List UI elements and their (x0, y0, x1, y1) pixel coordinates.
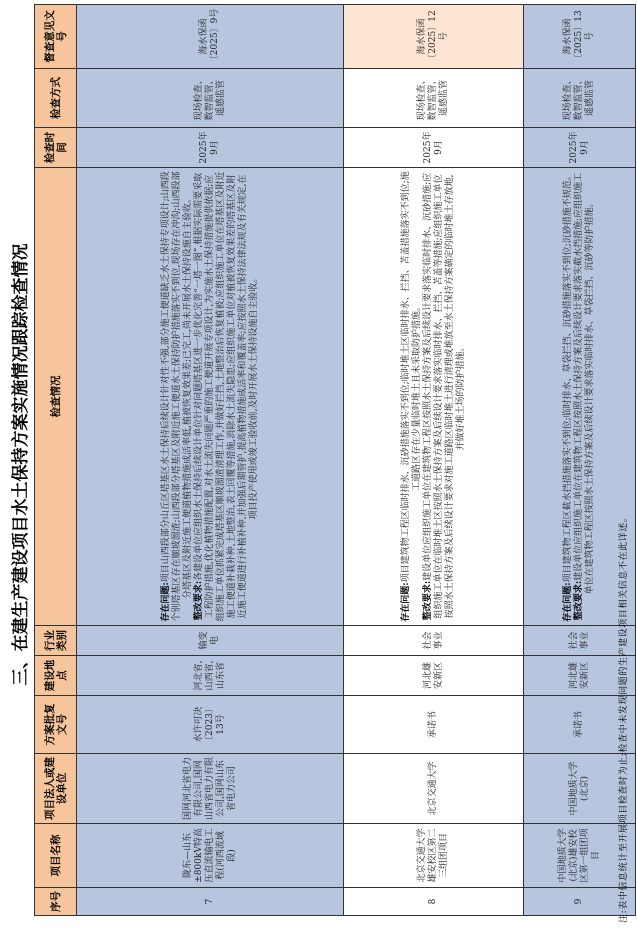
cell-method: 现场检查、数智监管、遥感监管 (77, 69, 344, 128)
cell-time: 2025年9月 (524, 128, 636, 168)
col-header-time: 检查时间 (35, 128, 77, 168)
rectify-label: 整改要求: (193, 580, 204, 621)
cell-inspection (344, 168, 524, 626)
cell-method: 现场检查、数智监管、遥感监管 (344, 69, 524, 128)
cell-inspection (77, 168, 344, 626)
cell-approval: 承诺书 (344, 696, 524, 754)
cell-opinion: 海水保函〔2025〕12号 (344, 5, 524, 69)
cell-location: 河北雄安新区 (524, 656, 636, 696)
col-header-location: 建设地点 (35, 656, 77, 696)
problem-text: 项目建筑物工程区截水挡措施落实不到位;临时排水、草袋拦挡、沉砂措施落实不到位;沉砂措施不规范。 (563, 171, 573, 583)
cell-industry: 社会事业 (524, 626, 636, 656)
cell-no: 7 (77, 888, 344, 916)
col-header-inspection: 检查情况 (35, 168, 77, 626)
problem-text: 项目建筑物工程区临时排水、沉砂措施落实不到位;临时堆土区临时排水、拦挡、苫盖措施落实不到位;施工道路区存在少量临时堆土且未采取防护措施。 (400, 171, 422, 583)
cell-method: 现场检查、数智监管、遥感监管 (524, 69, 636, 128)
table-row (77, 5, 344, 916)
problem-label: 存在问题: (160, 582, 171, 622)
col-header-name: 项目名称 (35, 824, 77, 888)
table-header-row (35, 5, 77, 916)
problem-text: 项目山西段部分山丘区塔基区水土保持后续设计针对性不强,部分施工便道缺乏水土保持专项设计;山西段个别塔基区存在顺坡溜渣;山西段部分塔基区及附近施工便道水土保持防护措施落实不到位,现场存在冲沟;山西段部分塔基区及附近施工便道植物措施成活率低,植被恢复效果差;已完工,尚未开展水土保持设施自主验收。 (160, 171, 193, 622)
footnote: 注:表中信息统计至开展项目检查时为止;检查中未发现问题的生产建设项目相关信息不在此详述。 (619, 512, 629, 923)
cell-industry: 社会事业 (344, 626, 524, 656)
cell-no: 9 (524, 888, 636, 916)
rectify-text: 建设单位应组织施工单位在建筑物工程区按照水土保持方案及后续设计要求落实临时排水、沉砂措施;应组织施工单位在临时堆土区按照水土保持方案及后续设计要求落实临时排水、拦挡、苫盖等措施;应组织施工单位按照水土保持方案及后续设计要求对施工道路区临时堆土进行清理或堆放至水土保持方案确定的临时堆土存放地,并做好堆土场的防护措施。 (422, 172, 466, 619)
table-row (344, 5, 524, 916)
cell-name: 北京交通大学雄安校区第二三组团项目 (344, 824, 524, 888)
cell-unit: 北京交通大学 (344, 754, 524, 824)
cell-time: 2025年9月 (344, 128, 524, 168)
cell-location: 河北省,山西省,山东省 (77, 656, 344, 696)
cell-unit: 国网河北省电力有限公司,国网山西省电力有限公司,国网山东省电力公司 (77, 754, 344, 824)
rectify-text: 各建设单位应组织水土保持后续设计单位针对问题塔基区进一步优化完善“一塔一图”,根据实际需要采取工程防护措施,优化植物措施配置,对水土流失问题严重的施工便道开展专项设计,为实施水土保持措施提供依据;应组织施工单位抓紧完成塔基区顺坡溜渣清理工作,并做好拦挡,土地整治后恢复植被;应组织施工单位在塔基区及附近施工便道补栽补种,土地整治,表土回覆等措施,消除水土流失隐患;应组织施工单位对植被恢复效果差的塔基区及附近施工便道进行补植补种,并加强后期管护,提高植物措施成活率和覆盖率;应按照水土保持法律法规及有关规定,在项目投产使用或竣工验收前,及时开展水土保持设施自主验收。 (193, 171, 259, 622)
col-header-unit: 项目法人或建设单位 (35, 754, 77, 824)
cell-opinion: 海水保函〔2025〕13号 (524, 5, 636, 69)
col-header-no: 序号 (35, 888, 77, 916)
cell-time: 2025年9月 (77, 128, 344, 168)
cell-no: 8 (344, 888, 524, 916)
inspection-table (34, 4, 636, 916)
col-header-opinion: 督查意见文号 (35, 5, 77, 69)
cell-name: 中国地质大学(北京)雄安校区第一组团项目 (524, 824, 636, 888)
col-header-method: 检查方式 (35, 69, 77, 128)
cell-name: 陇东—山东±800kV特高压直流输电工程(河西流域段) (77, 824, 344, 888)
cell-opinion: 海水保函〔2025〕9号 (77, 5, 344, 69)
problem-label: 存在问题: (400, 582, 411, 622)
rectify-label: 整改要求: (422, 580, 433, 621)
col-header-approval: 方案批复文号 (35, 696, 77, 754)
cell-approval: 水许可决〔2023〕13号 (77, 696, 344, 754)
page-title: 三、在建生产建设项目水土保持方案实施情况跟踪检查情况 (11, 243, 31, 686)
col-header-industry: 行业类别 (35, 626, 77, 656)
rectify-label: 整改要求: (574, 580, 584, 621)
rectify-text: 建设单位应组织施工单位在建筑物工程区按照水土保持方案及后续设计要求落实截水挡措施;应组织施工单位在建筑物工程区按照水土保持方案及后续设计要求落实临时排水、草袋拦挡、沉砂等防护措施。 (574, 172, 595, 595)
cell-unit: 中国地质大学(北京) (524, 754, 636, 824)
cell-approval: 承诺书 (524, 696, 636, 754)
problem-label: 存在问题: (563, 582, 573, 622)
cell-industry: 输变电 (77, 626, 344, 656)
cell-location: 河北雄安新区 (344, 656, 524, 696)
